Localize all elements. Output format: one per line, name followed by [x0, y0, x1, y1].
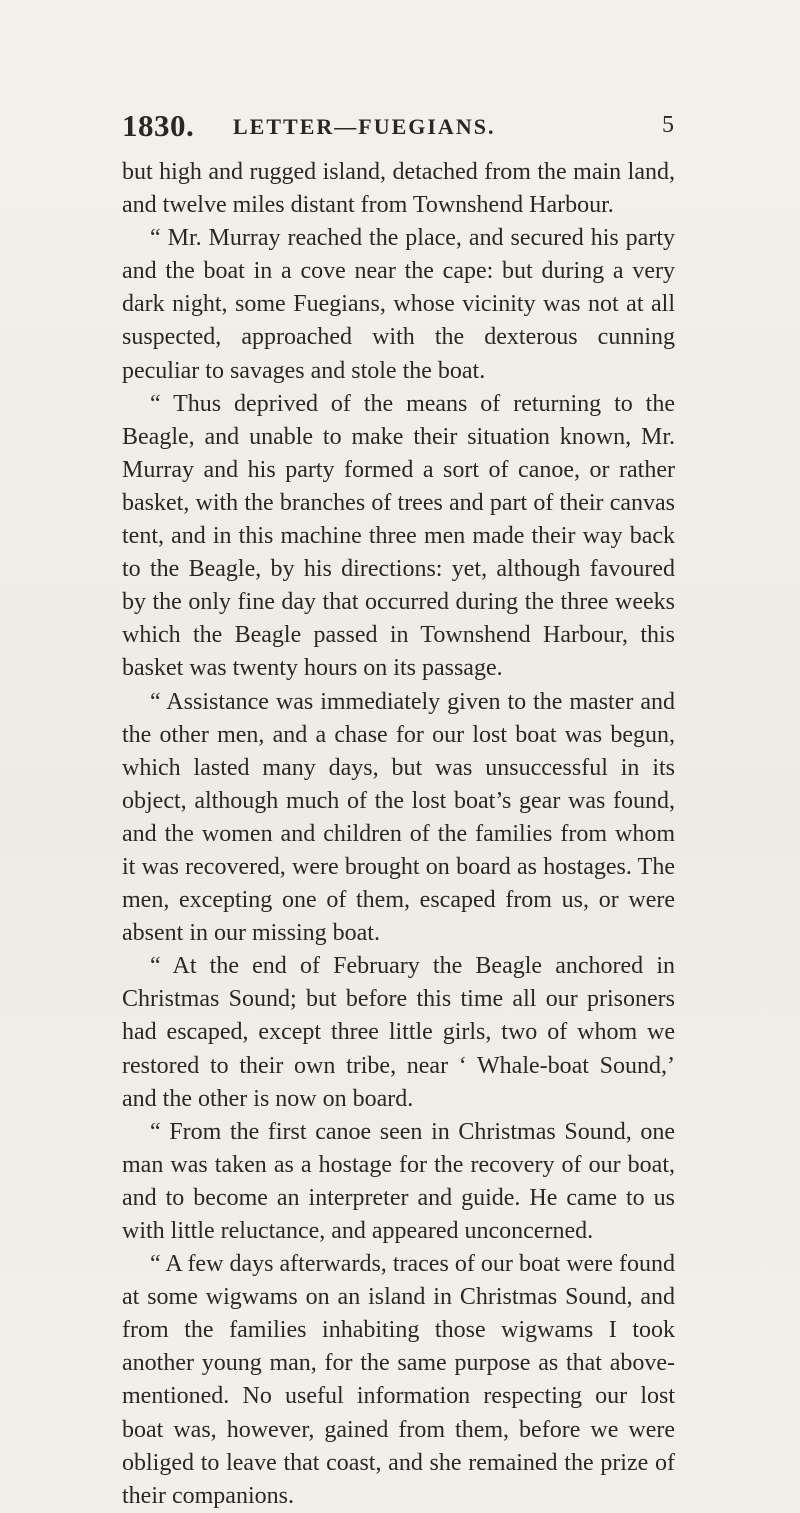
paragraph-1: but high and rugged island, detached from the main land, and twelve miles distant from Townshend Harbour.: [122, 159, 675, 219]
body-text: [122, 156, 675, 1513]
header-year: 1830.: [122, 108, 195, 143]
paragraph-4: “ Assistance was immediately given to the master and the other men, and a chase for our lost boat was begun, which lasted many days, but was unsuccessful in its object, although much of the lost boat’s gear was found, and the women and children of the families from whom it was recovered, were brought on board as hostages. The men, excepting one of them, escaped from us, or were absent in our missing boat.: [122, 688, 675, 947]
paragraph-3: “ Thus deprived of the means of returning to the Beagle, and unable to make their situation known, Mr. Murray and his party formed a sort of canoe, or rather basket, with the branches of trees and part of their canvas tent, and in this machine three men made their way back to the Beagle, by his directions: yet, although favoured by the only fine day that occurred during the three weeks which the Beagle passed in Townshend Harbour, this basket was twenty hours on its passage.: [122, 390, 675, 682]
paragraph-2: “ Mr. Murray reached the place, and secured his party and the boat in a cove near the cape: but during a very dark night, some Fuegians, whose vicinity was not at all suspected, approached with the dexterous cunning peculiar to savages and stole the boat.: [122, 225, 675, 384]
running-header: [122, 108, 674, 148]
page-number: 5: [662, 112, 674, 138]
paragraph-6: “ From the first canoe seen in Christmas Sound, one man was taken as a hostage for the recovery of our boat, and to become an interpreter and guide. He came to us with little reluctance, and appeared unconcerned.: [122, 1118, 675, 1244]
header-title: LETTER—FUEGIANS.: [233, 114, 496, 139]
paragraph-7: “ A few days afterwards, traces of our boat were found at some wigwams on an island in Christmas Sound, and from the families inhabiting those wigwams I took another young man, for the same purpose as that above-mentioned. No useful information respecting our lost boat was, however, gained from them, before we were obliged to leave that coast, and she remained the prize of their companions.: [122, 1251, 675, 1509]
paragraph-5: “ At the end of February the Beagle anchored in Christmas Sound; but before this time all our prisoners had escaped, except three little girls, two of whom we restored to their own tribe, near ‘ Whale-boat Sound,’ and the other is now on board.: [122, 953, 675, 1112]
